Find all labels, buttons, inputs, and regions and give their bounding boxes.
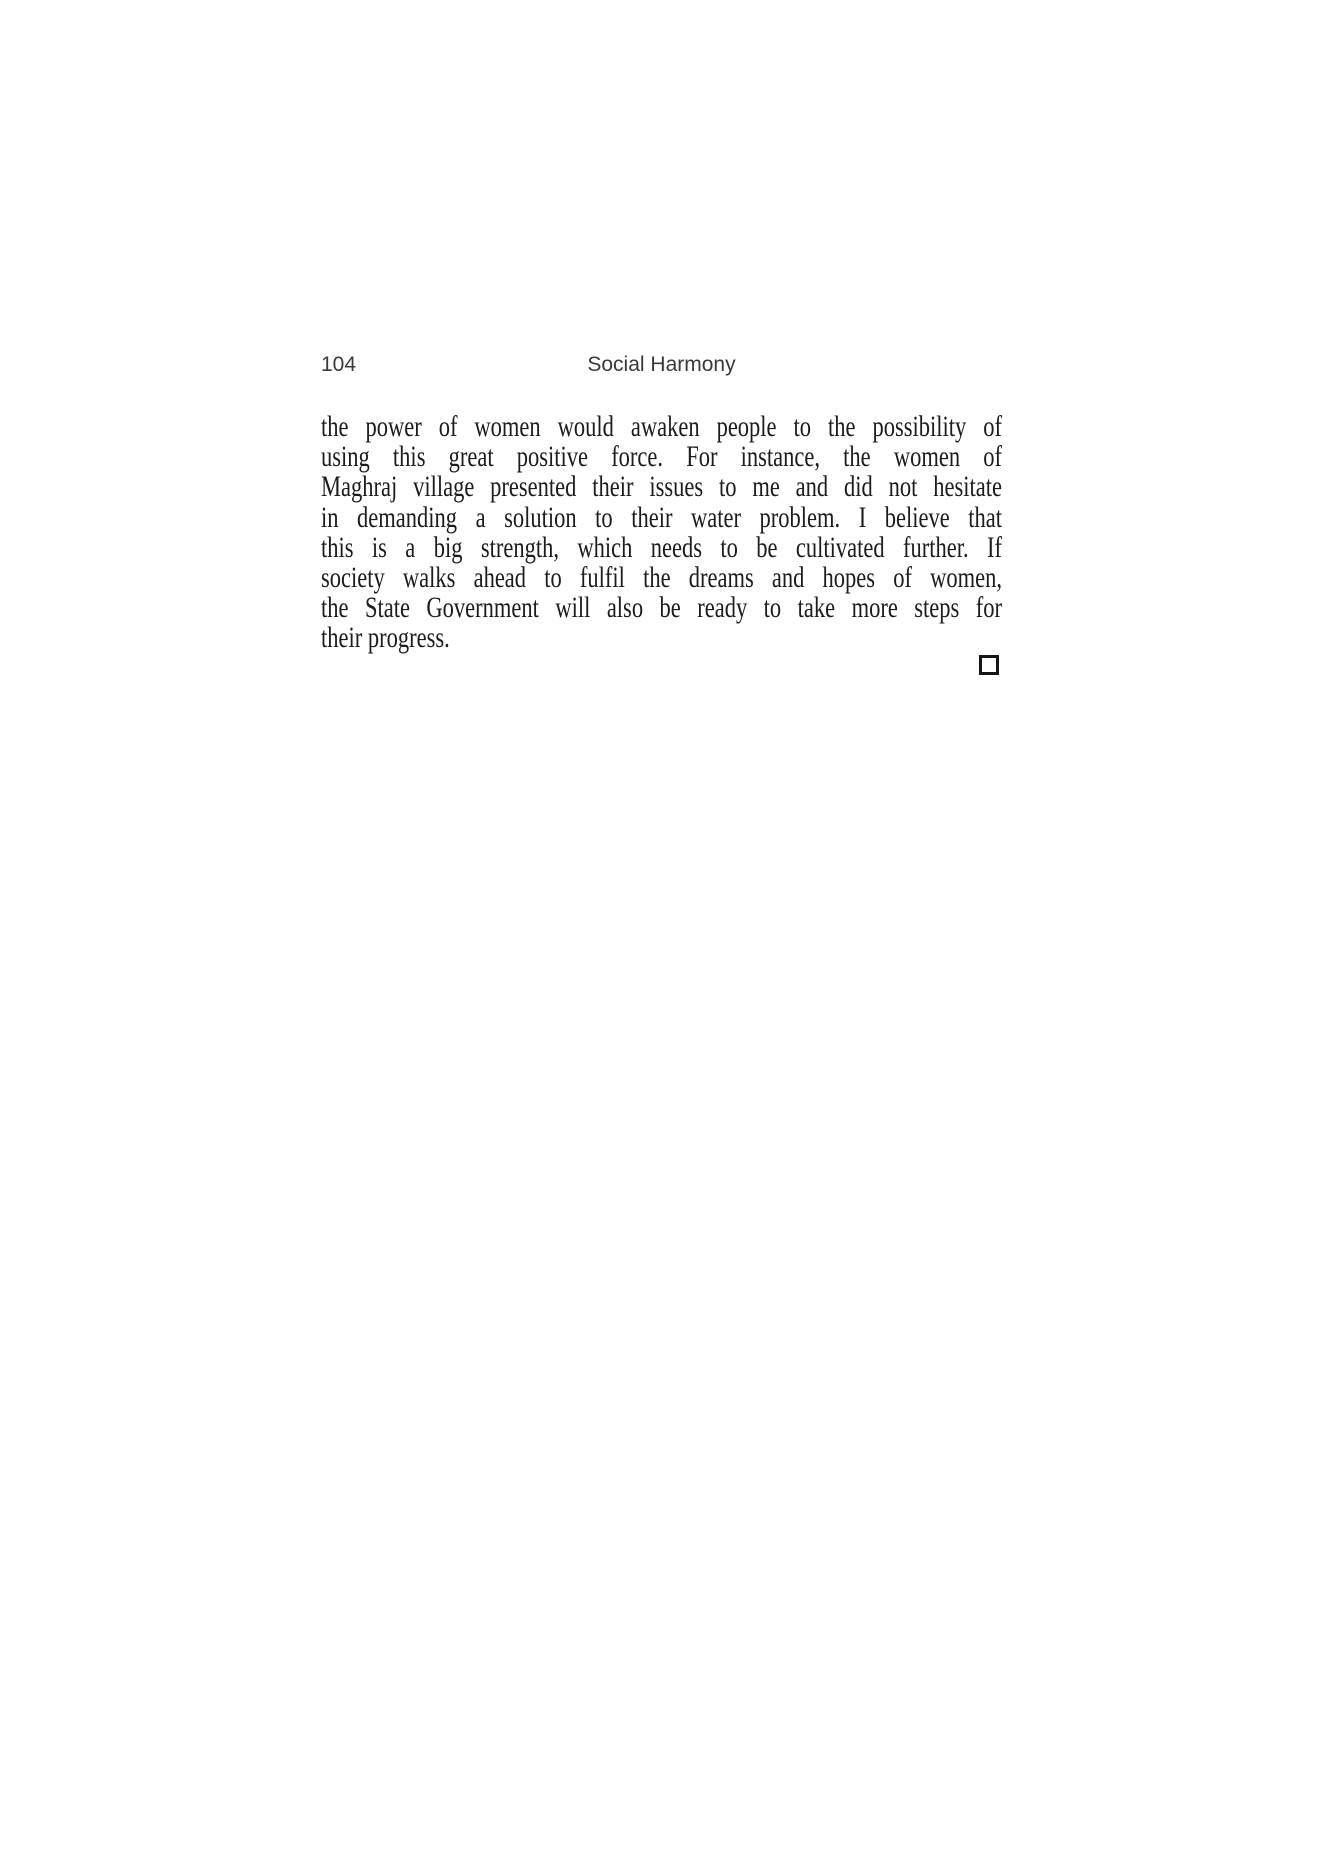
paragraph-line: this is a big strength, which needs to be cultivated further. If bbox=[321, 530, 1002, 564]
page-header bbox=[321, 352, 1002, 378]
end-of-section-square-icon bbox=[979, 655, 999, 675]
paragraph-line: the power of women would awaken people to the possibility of bbox=[321, 410, 1002, 443]
running-header-title: Social Harmony bbox=[587, 353, 736, 376]
paragraph-line: Maghraj village presented their issues to me and did not hesitate bbox=[321, 470, 1002, 503]
paragraph-line: the State Government will also be ready to take more steps for bbox=[321, 591, 1002, 624]
paragraph-line: their progress. bbox=[321, 621, 450, 654]
body-paragraph bbox=[321, 412, 1002, 654]
paragraph-line: in demanding a solution to their water problem. I believe that bbox=[321, 500, 1002, 534]
paragraph-line: society walks ahead to fulfil the dreams and hopes of women, bbox=[321, 561, 1002, 594]
page-number: 104 bbox=[321, 353, 357, 376]
paragraph-line: using this great positive force. For instance, the women of bbox=[321, 440, 1002, 473]
